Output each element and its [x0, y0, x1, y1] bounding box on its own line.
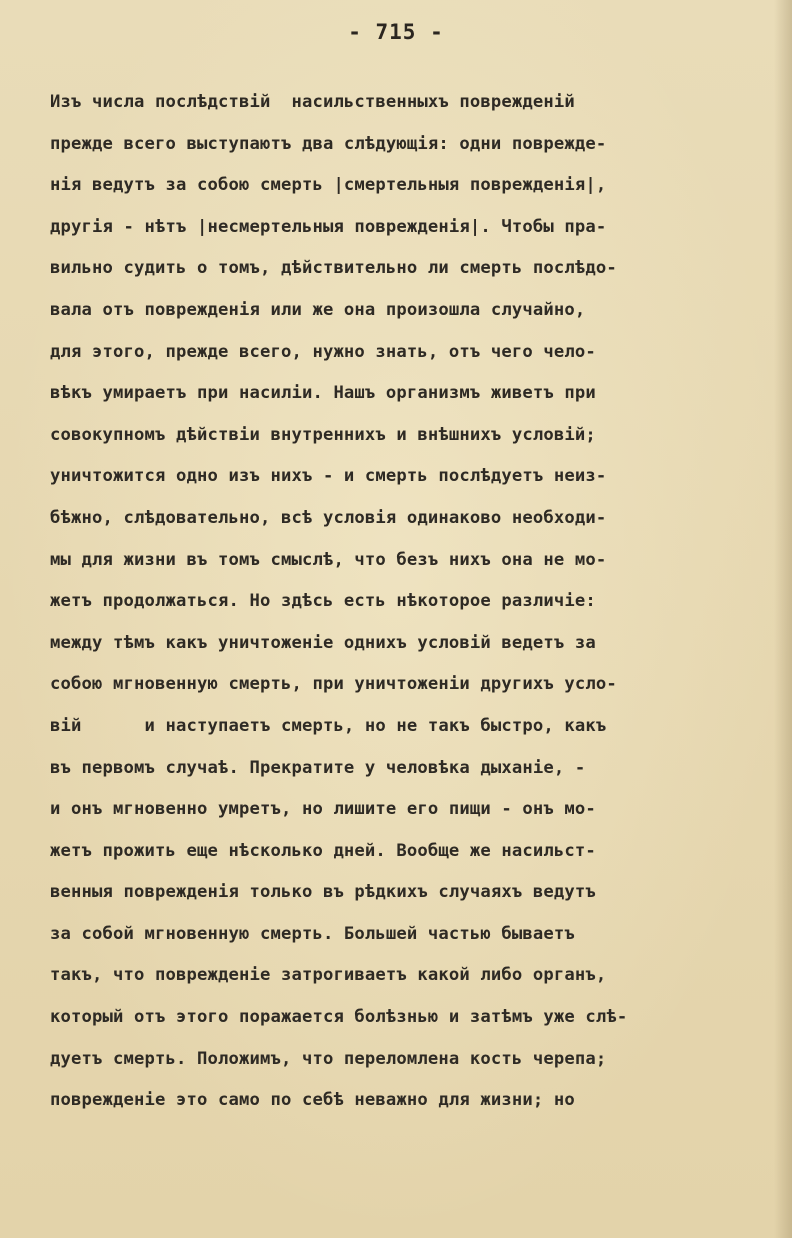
text-line: другія - нѣтъ |несмертельныя поврежденія|. Чтобы пра-: [50, 216, 607, 237]
text-line: дуетъ смерть. Положимъ, что переломлена кость черепа;: [50, 1048, 607, 1069]
text-line: поврежденіе это само по себѣ неважно для жизни; но: [50, 1090, 575, 1111]
text-line: вѣкъ умираетъ при насиліи. Нашъ организмъ живетъ при: [50, 383, 596, 404]
text-line: прежде всего выступаютъ два слѣдующія: одни поврежде-: [50, 133, 607, 154]
text-line: собою мгновенную смерть, при уничтоженіи другихъ усло-: [50, 674, 617, 695]
text-line: за собой мгновенную смерть. Большей частью бываетъ: [50, 923, 575, 944]
text-line: бѣжно, слѣдовательно, всѣ условія одинаково необходи-: [50, 507, 607, 528]
text-line: такъ, что поврежденіе затрогиваетъ какой либо органъ,: [50, 965, 607, 986]
text-line: венныя поврежденія только въ рѣдкихъ случаяхъ ведутъ: [50, 882, 596, 903]
text-line: вильно судить о томъ, дѣйствительно ли смерть послѣдо-: [50, 258, 617, 279]
text-line: вій и наступаетъ смерть, но не такъ быстро, какъ: [50, 715, 607, 736]
text-line: жетъ продолжаться. Но здѣсь есть нѣкоторое различіе:: [50, 591, 596, 612]
page-edge-shadow: [774, 0, 792, 1238]
text-line: уничтожится одно изъ нихъ - и смерть послѣдуетъ неиз-: [50, 466, 607, 487]
text-line: вала отъ поврежденія или же она произошла случайно,: [50, 299, 586, 320]
text-line: совокупномъ дѣйствіи внутреннихъ и внѣшнихъ условій;: [50, 424, 596, 445]
text-line: между тѣмъ какъ уничтоженіе однихъ условій ведетъ за: [50, 632, 596, 653]
text-line: жетъ прожить еще нѣсколько дней. Вообще же насильст-: [50, 840, 596, 861]
text-line: и онъ мгновенно умретъ, но лишите его пищи - онъ мо-: [50, 799, 596, 820]
text-line: который отъ этого поражается болѣзнью и затѣмъ уже слѣ-: [50, 1007, 628, 1028]
text-line: Изъ числа послѣдствій насильственныхъ поврежденій: [50, 92, 575, 112]
text-line: въ первомъ случаѣ. Прекратите у человѣка дыханіе, -: [50, 757, 586, 778]
page-number: - 715 -: [348, 20, 444, 44]
text-line: нія ведутъ за собою смерть |смертельныя поврежденія|,: [50, 175, 607, 196]
text-line: для этого, прежде всего, нужно знать, отъ чего чело-: [50, 341, 596, 362]
body-text: [50, 82, 750, 1122]
text-line: мы для жизни въ томъ смыслѣ, что безъ нихъ она не мо-: [50, 549, 607, 570]
